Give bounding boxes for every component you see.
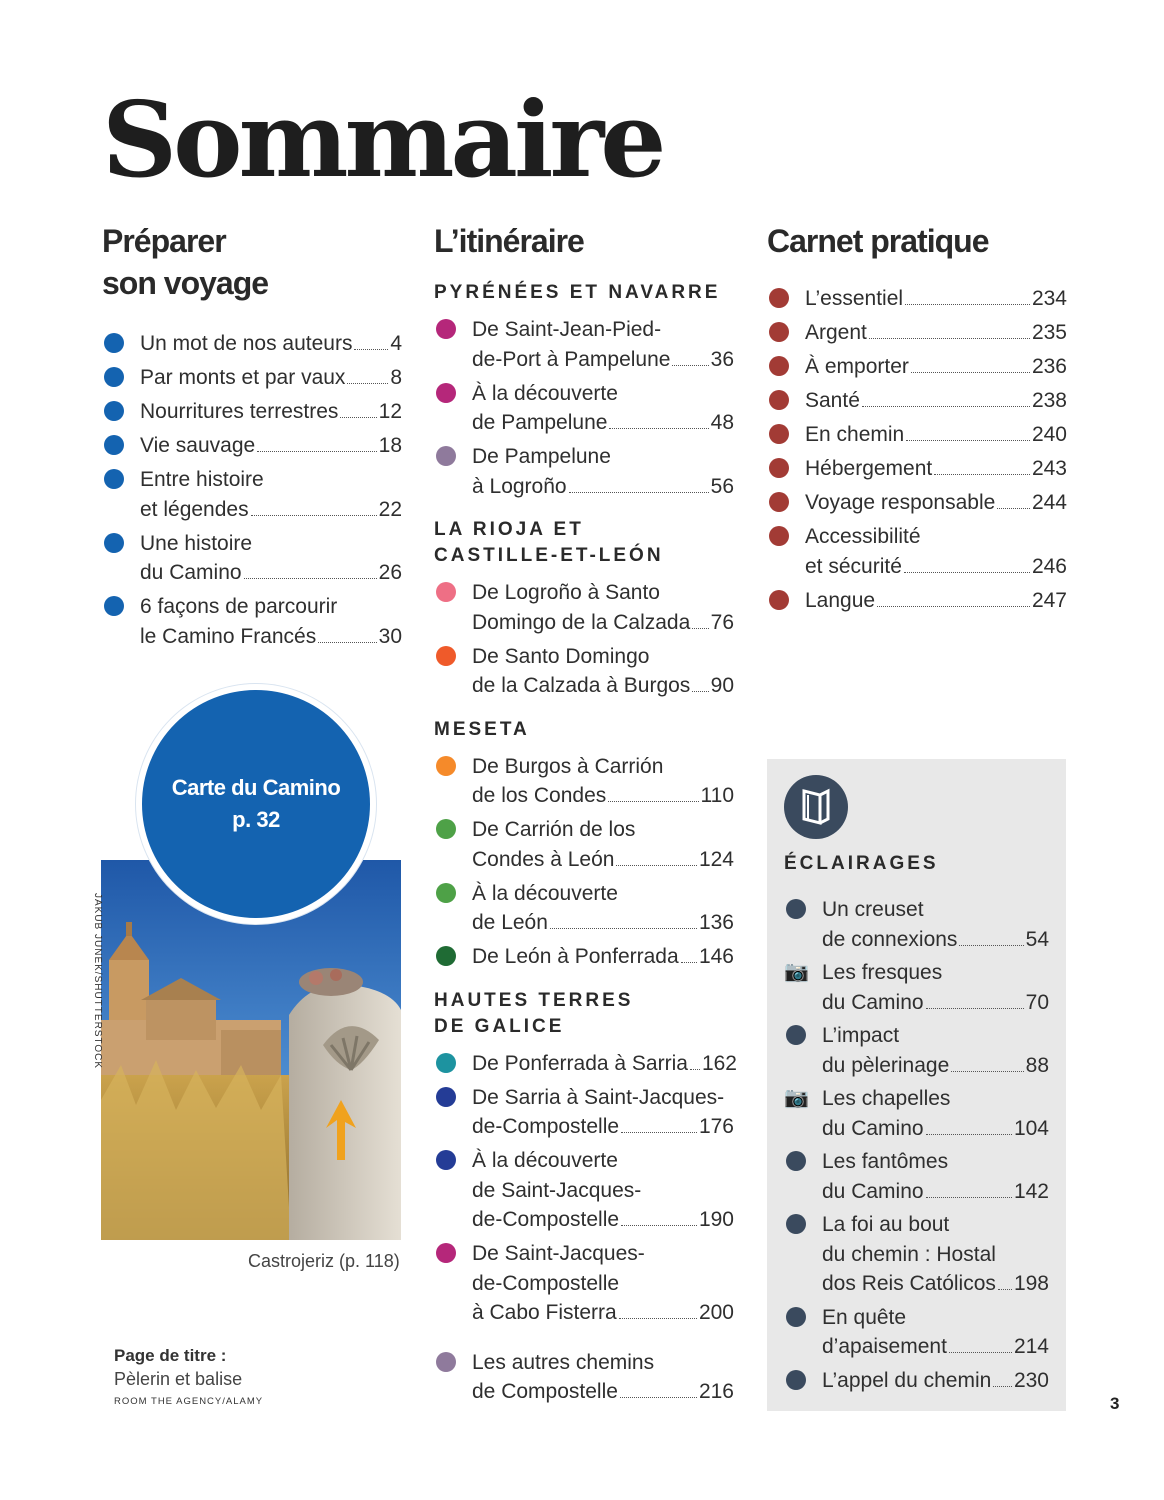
bullet-dot-icon xyxy=(436,1150,456,1170)
dot-leader xyxy=(690,1069,700,1070)
section-heading-line: MESETA xyxy=(434,718,530,740)
entry-title-line: Un creuset xyxy=(822,898,924,921)
toc-entry[interactable] xyxy=(784,1147,1049,1206)
entry-title-line: Langue xyxy=(805,588,876,612)
book-icon xyxy=(784,775,848,839)
toc-entry[interactable] xyxy=(434,752,734,811)
toc-entry[interactable] xyxy=(434,442,734,501)
entry-title-line: Condes à León xyxy=(472,847,615,871)
dot-leader xyxy=(681,962,697,963)
entry-title-line: La foi au bout xyxy=(822,1213,950,1236)
toc-entry[interactable] xyxy=(767,420,1067,450)
entry-page-number: 235 xyxy=(1031,321,1067,344)
entry-title-line: de-Port à Pampelune xyxy=(472,347,671,371)
entry-last-line xyxy=(822,1332,1049,1362)
dot-leader xyxy=(609,428,708,429)
photo-caption: Castrojeriz (p. 118) xyxy=(248,1251,400,1271)
entry-last-line xyxy=(805,284,1067,314)
entry-title-line: À emporter xyxy=(805,355,909,378)
section-heading-line: CASTILLE-ET-LEÓN xyxy=(434,545,664,566)
entry-last-line xyxy=(472,1049,737,1079)
entry-title-line: Domingo de la Calzada xyxy=(472,610,691,634)
entry-title-line: Par monts et par vaux xyxy=(140,366,346,389)
bullet-dot-icon xyxy=(104,333,124,353)
entry-last-line xyxy=(822,925,1049,955)
map-badge-title: Carte du Camino xyxy=(171,775,341,800)
toc-entry[interactable] xyxy=(767,318,1067,348)
dot-leader xyxy=(616,865,697,866)
dot-leader xyxy=(620,1397,697,1398)
map-badge[interactable] xyxy=(136,684,376,924)
entry-last-line xyxy=(805,420,1067,450)
entry-page-number: 124 xyxy=(698,847,734,871)
entry-page-number: 70 xyxy=(1025,990,1049,1014)
entry-page-number: 104 xyxy=(1013,1116,1049,1140)
entry-last-line xyxy=(472,845,734,875)
entry-page-number: 236 xyxy=(1031,355,1067,378)
bullet-dot-icon xyxy=(104,435,124,455)
toc-list xyxy=(767,284,1067,615)
entry-title-line: de Pampelune xyxy=(472,411,608,434)
entry-last-line xyxy=(472,345,734,375)
entry-page-number: 238 xyxy=(1031,389,1067,412)
entry-title-line: De Pampelune xyxy=(472,445,611,468)
dot-leader xyxy=(869,338,1030,339)
section-heading xyxy=(434,280,734,306)
eclairages-title: ÉCLAIRAGES xyxy=(784,853,939,874)
bullet-dot-icon xyxy=(769,590,789,610)
entry-page-number: 36 xyxy=(710,347,734,371)
entry-page-number: 22 xyxy=(378,497,402,521)
entry-last-line xyxy=(805,586,1067,616)
entry-page-number: 234 xyxy=(1031,287,1067,310)
toc-entry[interactable] xyxy=(784,1303,1049,1362)
entry-title-line: De Saint-Jean-Pied- xyxy=(472,318,662,341)
bullet-dot-icon xyxy=(786,1307,806,1327)
bullet-dot-icon xyxy=(436,319,456,339)
dot-leader xyxy=(318,642,376,643)
toc-entry[interactable] xyxy=(102,363,402,393)
bullet-dot-icon xyxy=(786,1025,806,1045)
bullet-dot-icon xyxy=(104,533,124,553)
toc-entry[interactable] xyxy=(434,315,734,374)
entry-title-line: et légendes xyxy=(140,497,249,521)
toc-list xyxy=(434,280,737,1407)
toc-entry[interactable] xyxy=(434,379,734,438)
toc-entry[interactable] xyxy=(102,329,402,359)
toc-entry[interactable] xyxy=(767,352,1067,382)
entry-title-line: Argent xyxy=(805,321,867,344)
toc-entry[interactable] xyxy=(784,895,1049,954)
entry-title-line: De Logroño à Santo xyxy=(472,581,660,604)
toc-entry[interactable] xyxy=(102,465,402,524)
bullet-dot-icon xyxy=(769,322,789,342)
entry-title-line: du pèlerinage xyxy=(822,1053,950,1077)
entry-title-line: du Camino xyxy=(822,1179,924,1203)
dot-leader xyxy=(608,801,698,802)
entry-page-number: 200 xyxy=(698,1301,734,1324)
entry-page-number: 240 xyxy=(1031,423,1067,446)
entry-title-line: En chemin xyxy=(805,423,905,446)
entry-page-number: 30 xyxy=(378,624,402,648)
bullet-dot-icon xyxy=(786,1151,806,1171)
entry-last-line xyxy=(822,1177,1049,1207)
toc-entry[interactable] xyxy=(102,529,402,588)
entry-title-line: de Compostelle xyxy=(472,1380,618,1403)
entry-title-line: le Camino Francés xyxy=(140,624,317,648)
entry-title-line: Nourritures terrestres xyxy=(140,400,339,423)
entry-title-line: de León xyxy=(472,911,548,934)
toc-entry[interactable] xyxy=(784,958,1049,1017)
entry-title-line: Entre histoire xyxy=(140,468,264,491)
entry-title-line: de Saint-Jacques- xyxy=(472,1178,642,1202)
entry-page-number: 76 xyxy=(710,610,734,634)
column-heading: L’itinéraire xyxy=(434,223,584,259)
page-number: 3 xyxy=(1110,1394,1120,1413)
entry-title-line: de los Condes xyxy=(472,784,607,807)
entry-page-number: 136 xyxy=(698,911,734,934)
entry-last-line xyxy=(472,472,734,502)
entry-last-line xyxy=(472,942,734,972)
entry-title-line: De Saint-Jacques- xyxy=(472,1242,645,1265)
title-page-label: Page de titre : xyxy=(114,1346,227,1365)
dot-leader xyxy=(998,1289,1012,1290)
entry-last-line xyxy=(140,329,402,359)
entry-last-line xyxy=(140,363,402,393)
entry-last-line xyxy=(822,1051,1049,1081)
toc-entry[interactable] xyxy=(434,578,734,637)
dot-leader xyxy=(934,474,1030,475)
entry-page-number: 230 xyxy=(1013,1368,1049,1392)
dot-leader xyxy=(347,383,388,384)
entry-title-line: Vie sauvage xyxy=(140,434,256,457)
entry-page-number: 244 xyxy=(1031,491,1067,514)
entry-title-line: dos Reis Católicos xyxy=(822,1272,996,1295)
dot-leader xyxy=(251,515,377,516)
bullet-dot-icon xyxy=(436,383,456,403)
entry-title-line: à Logroño xyxy=(472,474,567,498)
camera-icon: 📷 xyxy=(784,1087,809,1109)
bullet-dot-icon xyxy=(436,819,456,839)
bullet-dot-icon xyxy=(769,424,789,444)
dot-leader xyxy=(926,1197,1012,1198)
dot-leader xyxy=(993,1386,1012,1387)
entry-title-line: À la découverte xyxy=(472,881,618,905)
entry-page-number: 88 xyxy=(1025,1053,1049,1077)
entry-page-number: 18 xyxy=(378,434,402,457)
dot-leader xyxy=(354,349,388,350)
entry-last-line xyxy=(472,671,734,701)
entry-last-line xyxy=(140,495,402,525)
entry-last-line xyxy=(472,1377,734,1407)
entry-title-line: De Carrión de los xyxy=(472,818,636,841)
toc-entry[interactable] xyxy=(434,1348,734,1407)
bullet-dot-icon xyxy=(104,469,124,489)
section-heading-line: HAUTES TERRES xyxy=(434,989,634,1011)
dot-leader xyxy=(926,1008,1024,1009)
entry-title-line: Les chapelles xyxy=(822,1087,951,1110)
dot-leader xyxy=(244,578,377,579)
entry-title-line: de-Compostelle xyxy=(472,1115,620,1138)
column-preparer xyxy=(102,220,402,656)
entry-last-line xyxy=(805,318,1067,348)
entry-page-number: 8 xyxy=(390,366,402,389)
bullet-dot-icon xyxy=(769,526,789,546)
section-heading xyxy=(434,517,734,569)
bullet-dot-icon xyxy=(786,1214,806,1234)
page-title: Sommaire xyxy=(102,78,663,201)
bullet-dot-icon xyxy=(436,756,456,776)
bullet-dot-icon xyxy=(786,1370,806,1390)
entry-title-line: de-Compostelle xyxy=(472,1271,620,1295)
entry-title-line: De Ponferrada à Sarria xyxy=(472,1051,688,1075)
entry-last-line xyxy=(472,608,734,638)
section-heading xyxy=(434,717,734,743)
column-carnet-pratique xyxy=(767,220,1067,620)
entry-title-line: À la découverte xyxy=(472,381,618,405)
entry-page-number: 247 xyxy=(1031,588,1067,612)
entry-title-line: L’appel du chemin xyxy=(822,1368,992,1392)
entry-page-number: 198 xyxy=(1013,1272,1049,1295)
entry-title-line: En quête xyxy=(822,1305,907,1329)
toc-entry[interactable] xyxy=(434,1146,734,1235)
entry-title-line: Un mot de nos auteurs xyxy=(140,332,353,355)
entry-title-line: Les autres chemins xyxy=(472,1350,655,1374)
dot-leader xyxy=(257,451,376,452)
toc-entry[interactable] xyxy=(434,642,734,701)
entry-title-line: Hébergement xyxy=(805,457,933,480)
entry-page-number: 246 xyxy=(1031,554,1067,578)
entry-page-number: 243 xyxy=(1031,457,1067,480)
column-heading: Carnet pratique xyxy=(767,223,989,259)
bullet-dot-icon xyxy=(436,1352,456,1372)
heading-line: son voyage xyxy=(102,265,269,301)
bullet-dot-icon xyxy=(436,883,456,903)
entry-last-line xyxy=(472,1298,734,1328)
title-page-value: Pèlerin et balise xyxy=(114,1369,243,1389)
bullet-dot-icon xyxy=(436,946,456,966)
eclairages-box xyxy=(767,759,1066,1411)
toc-entry[interactable] xyxy=(767,586,1067,616)
entry-title-line: L’impact xyxy=(822,1024,900,1047)
entry-page-number: 190 xyxy=(698,1208,734,1231)
entry-title-line: de-Compostelle xyxy=(472,1208,620,1231)
entry-title-line: De Sarria à Saint-Jacques- xyxy=(472,1085,725,1109)
bullet-dot-icon xyxy=(436,1087,456,1107)
toc-entry[interactable] xyxy=(434,879,734,938)
dot-leader xyxy=(672,365,708,366)
toc-entry[interactable] xyxy=(784,1021,1049,1080)
dot-leader xyxy=(340,417,376,418)
entry-last-line xyxy=(822,1366,1049,1396)
entry-page-number: 90 xyxy=(710,674,734,697)
entry-page-number: 176 xyxy=(698,1115,734,1138)
bullet-dot-icon xyxy=(769,288,789,308)
bullet-dot-icon xyxy=(786,899,806,919)
entry-page-number: 214 xyxy=(1013,1335,1049,1358)
photo-credit: JAKUB JUNEK/SHUTTERSTOCK xyxy=(92,893,103,1070)
dot-leader xyxy=(877,606,1030,607)
dot-leader xyxy=(959,945,1023,946)
bullet-dot-icon xyxy=(769,492,789,512)
dot-leader xyxy=(997,508,1030,509)
title-page-credit xyxy=(114,1346,263,1407)
entry-title-line: De Burgos à Carrión xyxy=(472,754,664,778)
entry-page-number: 56 xyxy=(710,474,734,498)
dot-leader xyxy=(911,372,1030,373)
entry-last-line xyxy=(472,781,734,811)
entry-title-line: Les fresques xyxy=(822,961,943,984)
toc-entry[interactable] xyxy=(434,1083,734,1142)
entry-page-number: 162 xyxy=(701,1051,737,1075)
toc-entry[interactable] xyxy=(767,454,1067,484)
dot-leader xyxy=(692,628,708,629)
entry-title-line: À la découverte xyxy=(472,1149,618,1172)
entry-title-line: de la Calzada à Burgos xyxy=(472,674,691,697)
entry-last-line xyxy=(140,397,402,427)
dot-leader xyxy=(692,691,708,692)
dot-leader xyxy=(621,1225,697,1226)
entry-page-number: 216 xyxy=(698,1380,734,1403)
column-heading xyxy=(102,220,402,304)
entry-title-line: 6 façons de parcourir xyxy=(140,595,338,618)
toc-entry[interactable] xyxy=(767,386,1067,416)
bullet-dot-icon xyxy=(104,596,124,616)
toc-entry[interactable] xyxy=(102,431,402,461)
entry-last-line xyxy=(805,488,1067,518)
entry-title-line: d’apaisement xyxy=(822,1335,947,1358)
bullet-dot-icon xyxy=(436,582,456,602)
entry-title-line: de connexions xyxy=(822,927,958,951)
entry-last-line xyxy=(822,988,1049,1018)
toc-entry[interactable] xyxy=(434,815,734,874)
bullet-dot-icon xyxy=(104,367,124,387)
entry-page-number: 4 xyxy=(390,332,402,355)
section-heading-line: DE GALICE xyxy=(434,1015,565,1037)
toc-entry[interactable] xyxy=(767,522,1067,581)
column-itineraire xyxy=(434,220,737,1407)
entry-title-line: De León à Ponferrada xyxy=(472,945,679,968)
entry-last-line xyxy=(140,431,402,461)
entry-page-number: 26 xyxy=(378,561,402,584)
entry-last-line xyxy=(822,1114,1049,1144)
entry-last-line xyxy=(805,386,1067,416)
dot-leader xyxy=(621,1132,697,1133)
bullet-dot-icon xyxy=(436,646,456,666)
dot-leader xyxy=(619,1318,697,1319)
bullet-dot-icon xyxy=(436,446,456,466)
toc-entry[interactable] xyxy=(434,1239,734,1328)
camera-icon: 📷 xyxy=(784,961,809,983)
entry-last-line xyxy=(140,558,402,588)
bullet-dot-icon xyxy=(769,356,789,376)
toc-entry[interactable] xyxy=(102,592,402,651)
section-heading-line: PYRÉNÉES ET NAVARRE xyxy=(434,282,721,303)
dot-leader xyxy=(951,1071,1023,1072)
map-badge-page: p. 32 xyxy=(232,807,280,832)
entry-page-number: 12 xyxy=(378,400,402,423)
dot-leader xyxy=(906,440,1030,441)
toc-entry[interactable] xyxy=(767,284,1067,314)
entry-last-line xyxy=(472,1205,734,1235)
bullet-dot-icon xyxy=(436,1243,456,1263)
section-heading-line: LA RIOJA ET xyxy=(434,519,584,540)
entry-title-line: du Camino xyxy=(822,1116,924,1140)
toc-entry[interactable] xyxy=(784,1210,1049,1299)
dot-leader xyxy=(905,304,1030,305)
bullet-dot-icon xyxy=(769,390,789,410)
toc-entry[interactable] xyxy=(767,488,1067,518)
entry-last-line xyxy=(805,454,1067,484)
entry-last-line xyxy=(472,408,734,438)
dot-leader xyxy=(904,572,1030,573)
dot-leader xyxy=(926,1134,1012,1135)
entry-page-number: 54 xyxy=(1025,927,1049,951)
bullet-dot-icon xyxy=(769,458,789,478)
title-page-photo-credit: ROOM THE AGENCY/ALAMY xyxy=(114,1396,264,1407)
entry-title-line: Voyage responsable xyxy=(805,491,996,514)
entry-title-line: Une histoire xyxy=(140,531,253,555)
entry-title-line: à Cabo Fisterra xyxy=(472,1301,617,1324)
dot-leader xyxy=(949,1352,1012,1353)
section-heading xyxy=(434,988,734,1040)
entry-page-number: 110 xyxy=(700,784,734,807)
entry-last-line xyxy=(140,622,402,652)
entry-last-line xyxy=(822,1269,1049,1299)
entry-last-line xyxy=(805,352,1067,382)
entry-title-line: Santé xyxy=(805,389,860,412)
entry-page-number: 48 xyxy=(710,411,734,434)
entry-title-line: Accessibilité xyxy=(805,525,921,548)
entry-page-number: 142 xyxy=(1013,1179,1049,1203)
entry-title-line: et sécurité xyxy=(805,554,902,578)
dot-leader xyxy=(550,928,697,929)
entry-title-line: du chemin : Hostal xyxy=(822,1242,996,1266)
entry-last-line xyxy=(472,908,734,938)
bullet-dot-icon xyxy=(104,401,124,421)
toc-entry[interactable] xyxy=(434,942,734,972)
toc-entry[interactable] xyxy=(784,1366,1049,1396)
toc-list xyxy=(102,329,402,651)
bullet-dot-icon xyxy=(436,1053,456,1073)
entry-title-line: De Santo Domingo xyxy=(472,644,650,668)
entry-page-number: 146 xyxy=(698,945,734,968)
entry-title-line: du Camino xyxy=(822,990,924,1014)
toc-list xyxy=(784,895,1049,1399)
toc-entry[interactable] xyxy=(102,397,402,427)
heading-line: Préparer xyxy=(102,223,226,259)
entry-last-line xyxy=(805,552,1067,582)
toc-entry[interactable] xyxy=(434,1049,737,1079)
entry-title-line: du Camino xyxy=(140,561,242,584)
dot-leader xyxy=(862,406,1030,407)
toc-entry[interactable] xyxy=(784,1084,1049,1143)
entry-title-line: L’essentiel xyxy=(805,287,904,310)
entry-last-line xyxy=(472,1112,734,1142)
dot-leader xyxy=(569,492,709,493)
entry-title-line: Les fantômes xyxy=(822,1150,949,1173)
